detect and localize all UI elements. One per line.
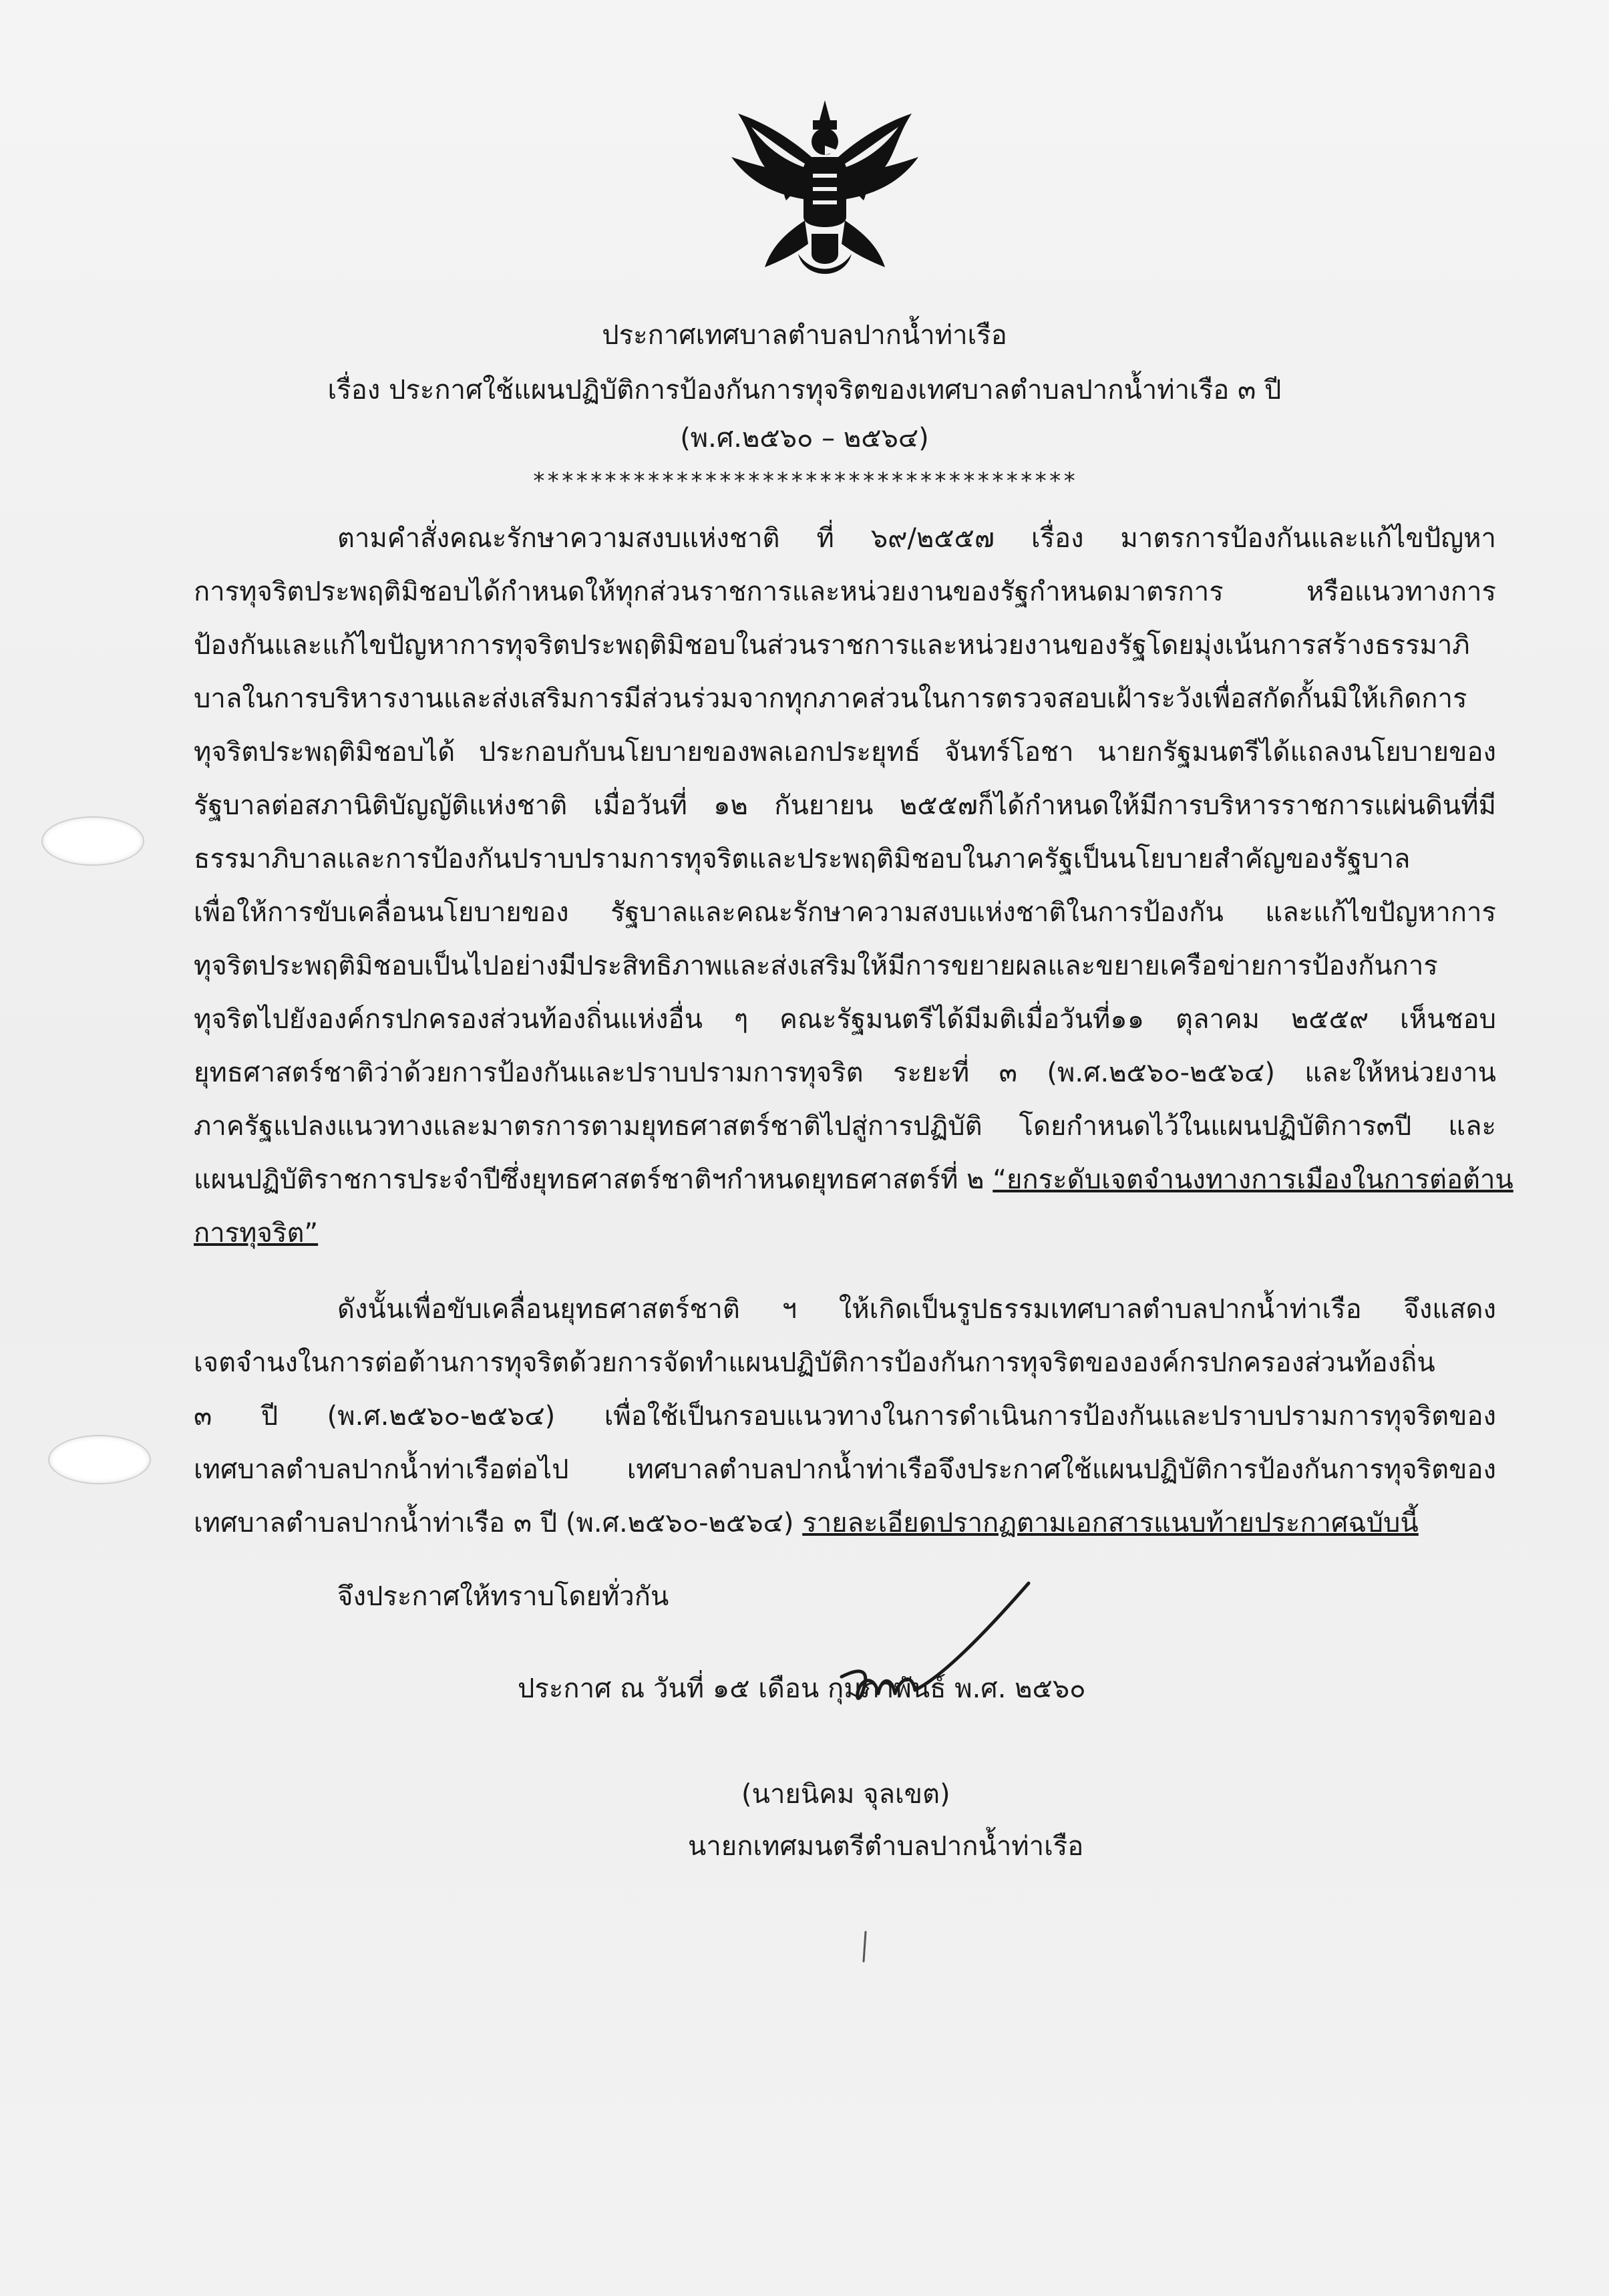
paragraph2-line1: ดังนั้นเพื่อขับเคลื่อนยุทธศาสตร์ชาติ ฯ ให้เกิดเป็นรูปธรรมเทศบาลตำบลปากน้ำท่าเรือ จึงแสดง <box>337 1294 1496 1325</box>
paragraph1-line13-text: แผนปฏิบัติราชการประจำปีซึ่งยุทธศาสตร์ชาติฯกำหนดยุทธศาสตร์ที่ ๒ <box>194 1164 993 1195</box>
paragraph1-line9: ทุจริตประพฤติมิชอบเป็นไปอย่างมีประสิทธิภาพและส่งเสริมให้มีการขยายผลและขยายเครือข่ายการป้องกันการ <box>194 951 1438 981</box>
paragraph1-line1: ตามคำสั่งคณะรักษาความสงบแห่งชาติ ที่ ๖๙/๒๕๕๗ เรื่อง มาตรการป้องกันและแก้ไขปัญหา <box>337 523 1496 554</box>
paragraph1-line8: เพื่อให้การขับเคลื่อนนโยบายของ รัฐบาลและคณะรักษาความสงบแห่งชาติในการป้องกัน และแก้ไขปัญหาการ <box>194 897 1496 928</box>
garuda-emblem <box>725 94 925 287</box>
handwritten-signature <box>828 1577 1095 1744</box>
paragraph1-line13 <box>194 1161 1513 1198</box>
paragraph1-line2: การทุจริตประพฤติมิชอบได้กำหนดให้ทุกส่วนราชการและหน่วยงานของรัฐกำหนดมาตรการ หรือแนวทางการ <box>194 577 1496 607</box>
paragraph2-line2: เจตจำนงในการต่อต้านการทุจริตด้วยการจัดทำแผนปฏิบัติการป้องกันการทุจริตขององค์กรปกครองส่วนท้องถิ่น <box>194 1347 1435 1378</box>
punch-hole-lower <box>48 1435 151 1484</box>
strategy-quote-part2: การทุจริต” <box>194 1218 319 1249</box>
paragraph1-line6: รัฐบาลต่อสภานิติบัญญัติแห่งชาติ เมื่อวันที่ ๑๒ กันยายน ๒๕๕๗ก็ได้กำหนดให้มีการบริหารราชการแผ่นดินที่มี <box>194 790 1496 821</box>
header-subject: เรื่อง ประกาศใช้แผนปฏิบัติการป้องกันการทุจริตของเทศบาลตำบลปากน้ำท่าเรือ ๓ ปี <box>327 375 1282 405</box>
paragraph1-line5: ทุจริตประพฤติมิชอบได้ ประกอบกับนโยบายของพลเอกประยุทธ์ จันทร์โอชา นายกรัฐมนตรีได้แถลงนโยบายของ <box>194 737 1496 768</box>
header-title: ประกาศเทศบาลตำบลปากน้ำท่าเรือ <box>602 320 1007 351</box>
signatory-title: นายกเทศมนตรีตำบลปากน้ำท่าเรือ <box>688 1831 1084 1862</box>
strategy-quote-part1: “ยกระดับเจตจำนงทางการเมืองในการต่อต้าน <box>993 1164 1513 1195</box>
paragraph2-line4: เทศบาลตำบลปากน้ำท่าเรือต่อไป เทศบาลตำบลปากน้ำท่าเรือจึงประกาศใช้แผนปฏิบัติการป้องกันการทุจริตของ <box>194 1454 1496 1485</box>
announcement-date: ประกาศ ณ วันที่ ๑๕ เดือน กุมภาพันธ์ พ.ศ. ๒๕๖๐ <box>518 1673 1086 1704</box>
attachment-reference: รายละเอียดปรากฏตามเอกสารแนบท้ายประกาศฉบับนี้ <box>802 1508 1419 1538</box>
paragraph1-line12: ภาครัฐแปลงแนวทางและมาตรการตามยุทธศาสตร์ชาติไปสู่การปฏิบัติ โดยกำหนดไว้ในแผนปฏิบัติการ๓ปี และ <box>194 1111 1496 1142</box>
paragraph1-line11: ยุทธศาสตร์ชาติว่าด้วยการป้องกันและปราบปรามการทุจริต ระยะที่ ๓ (พ.ศ.๒๕๖๐-๒๕๖๔) และให้หน่วยงาน <box>194 1057 1496 1088</box>
paragraph1-line3: ป้องกันและแก้ไขปัญหาการทุจริตประพฤติมิชอบในส่วนราชการและหน่วยงานของรัฐโดยมุ่งเน้นการสร้างธรรมาภิ <box>194 630 1470 661</box>
paragraph1-line14 <box>194 1214 318 1252</box>
paragraph2-line5-text: เทศบาลตำบลปากน้ำท่าเรือ ๓ ปี (พ.ศ.๒๕๖๐-๒๕๖๔) <box>194 1508 803 1538</box>
paragraph1-line4: บาลในการบริหารงานและส่งเสริมการมีส่วนร่วมจากทุกภาคส่วนในการตรวจสอบเฝ้าระวังเพื่อสกัดกั้นมิให้เกิดการ <box>194 683 1467 714</box>
header-separator: ************************************** <box>532 468 1077 494</box>
paragraph2-line5 <box>194 1504 1419 1542</box>
closing-statement: จึงประกาศให้ทราบโดยทั่วกัน <box>337 1581 669 1612</box>
paragraph1-line7: ธรรมาภิบาลและการป้องกันปราบปรามการทุจริตและประพฤติมิชอบในภาครัฐเป็นนโยบายสำคัญของรัฐบาล <box>194 844 1411 874</box>
stray-pen-mark <box>862 1931 868 1964</box>
header-period: (พ.ศ.๒๕๖๐ – ๒๕๖๔) <box>680 423 929 454</box>
punch-hole-upper <box>41 816 144 866</box>
signatory-name: (นายนิคม จุลเขต) <box>741 1779 950 1810</box>
paragraph2-line3: ๓ ปี (พ.ศ.๒๕๖๐-๒๕๖๔) เพื่อใช้เป็นกรอบแนวทางในการดำเนินการป้องกันและปราบปรามการทุจริตของ <box>194 1401 1496 1432</box>
paragraph1-line10: ทุจริตไปยังองค์กรปกครองส่วนท้องถิ่นแห่งอื่น ๆ คณะรัฐมนตรีได้มีมติเมื่อวันที่๑๑ ตุลาคม ๒๕๕๙ เห็นชอบ <box>194 1004 1496 1035</box>
